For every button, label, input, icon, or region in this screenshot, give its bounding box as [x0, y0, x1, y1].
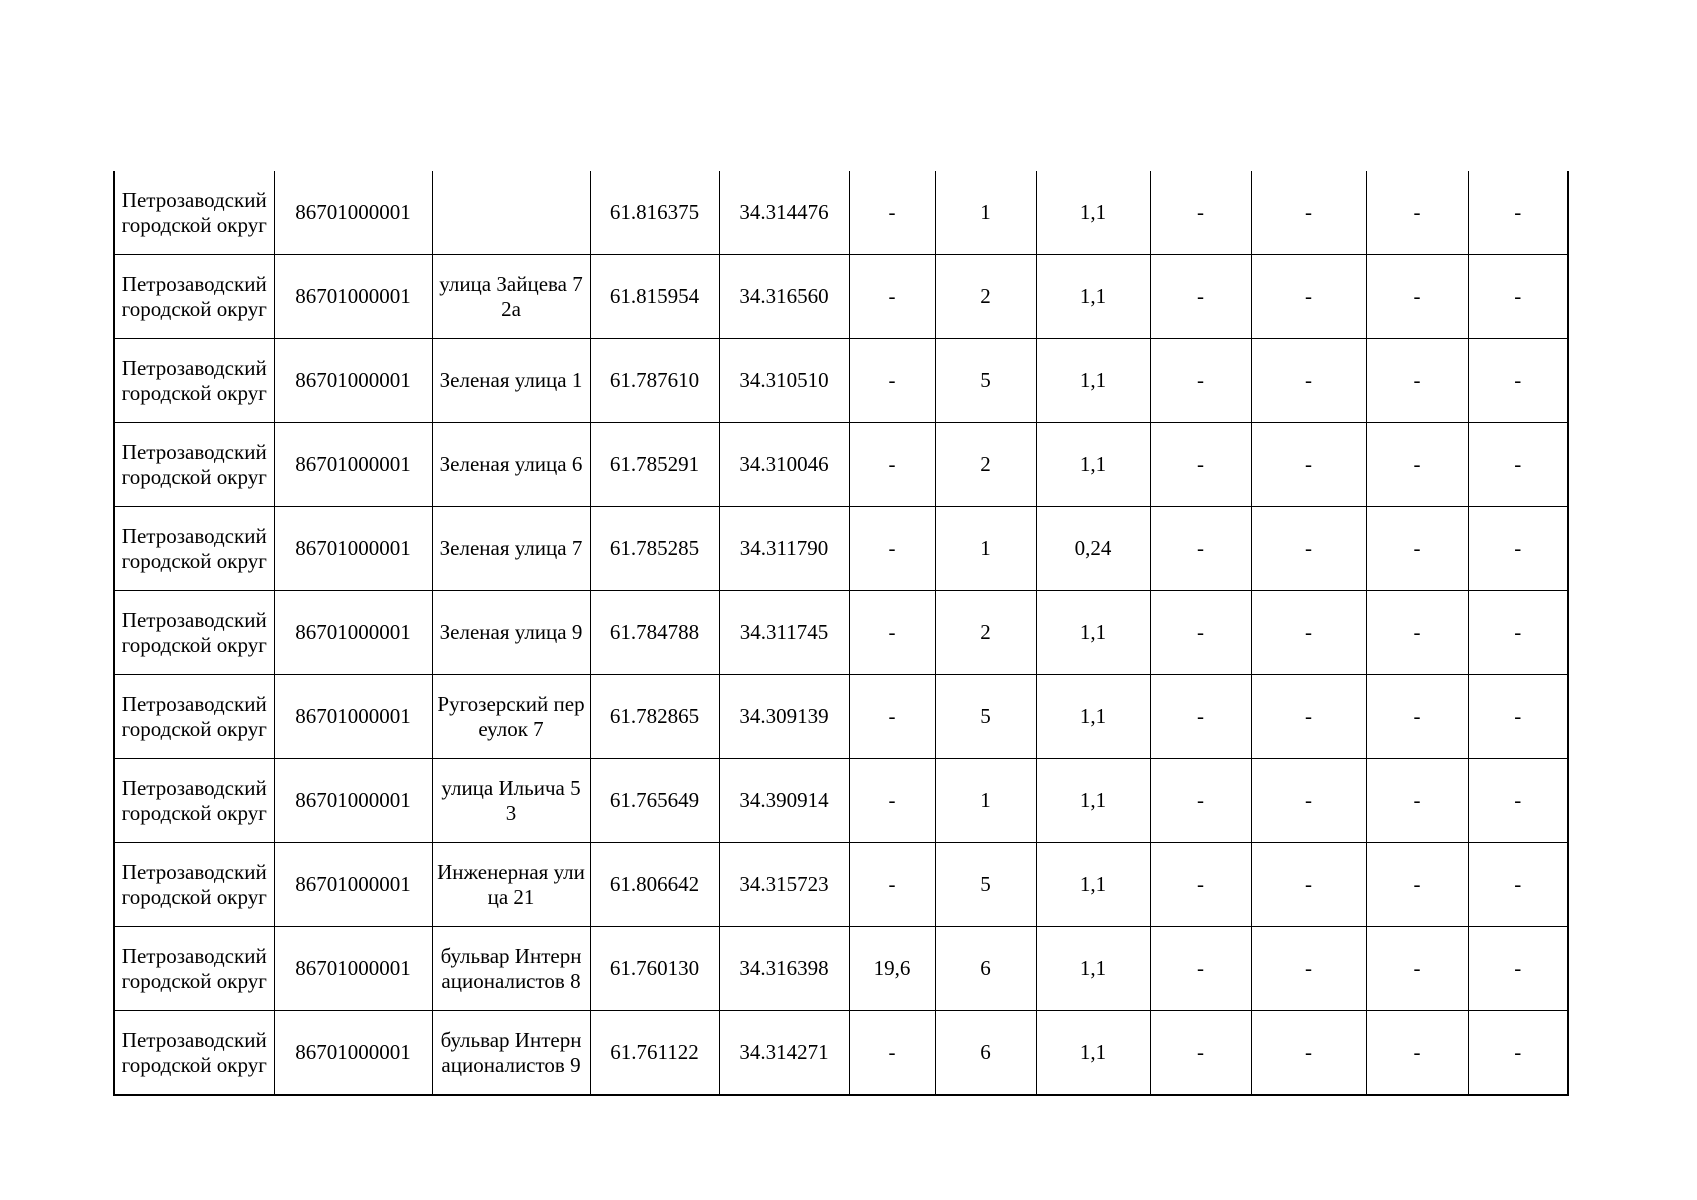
oktmo-code-cell: [274, 843, 432, 927]
area-cell: [849, 927, 935, 1011]
value-cell-9-text: -: [1197, 368, 1204, 392]
municipality-cell: [114, 255, 274, 339]
value-cell-10-text: -: [1305, 704, 1312, 728]
value-cell-9-text: -: [1197, 620, 1204, 644]
oktmo-code-cell: [274, 255, 432, 339]
latitude-cell-text: 61.765649: [609, 788, 700, 812]
address-cell: [432, 255, 590, 339]
container-count-cell-text: 5: [980, 704, 991, 728]
longitude-cell-text: 34.316560: [739, 284, 829, 308]
container-count-cell-text: 1: [980, 536, 991, 560]
container-count-cell: [935, 927, 1036, 1011]
value-cell-9-text: -: [1197, 536, 1204, 560]
municipality-cell-text: Петрозаводский городской округ: [121, 943, 267, 993]
container-count-cell: [935, 759, 1036, 843]
container-count-cell: [935, 1011, 1036, 1096]
value-cell-10-text: -: [1305, 200, 1312, 224]
value-cell-10-text: -: [1305, 536, 1312, 560]
container-volume-cell-text: 1,1: [1079, 872, 1107, 896]
value-cell-9: [1150, 759, 1251, 843]
value-cell-9-text: -: [1197, 872, 1204, 896]
longitude-cell: [719, 843, 849, 927]
latitude-cell-text: 61.784788: [609, 620, 700, 644]
table-row: [114, 927, 1568, 1011]
container-count-cell: [935, 591, 1036, 675]
oktmo-code-cell-text: 86701000001: [295, 284, 411, 308]
municipality-cell-text: Петрозаводский городской округ: [121, 271, 267, 321]
area-cell: [849, 171, 935, 255]
container-volume-cell-text: 1,1: [1079, 788, 1107, 812]
value-cell-10: [1251, 171, 1366, 255]
municipality-cell: [114, 1011, 274, 1096]
area-cell-text: -: [888, 620, 896, 644]
value-cell-10-text: -: [1305, 788, 1312, 812]
longitude-cell-text: 34.315723: [739, 872, 829, 896]
value-cell-11-text: -: [1413, 536, 1421, 560]
area-cell: [849, 339, 935, 423]
address-cell: [432, 591, 590, 675]
longitude-cell: [719, 675, 849, 759]
address-cell: [432, 759, 590, 843]
value-cell-12-text: -: [1514, 200, 1522, 224]
value-cell-10-text: -: [1305, 368, 1312, 392]
value-cell-9: [1150, 675, 1251, 759]
address-cell-text: Зеленая улица 1: [439, 368, 583, 392]
value-cell-9: [1150, 927, 1251, 1011]
container-volume-cell-text: 1,1: [1079, 620, 1107, 644]
municipality-cell-text: Петрозаводский городской округ: [121, 607, 267, 657]
container-volume-cell: [1036, 843, 1150, 927]
value-cell-11: [1366, 843, 1468, 927]
container-count-cell: [935, 675, 1036, 759]
latitude-cell: [590, 927, 719, 1011]
address-cell: [432, 423, 590, 507]
container-volume-cell-text: 0,24: [1074, 536, 1112, 560]
container-volume-cell: [1036, 675, 1150, 759]
oktmo-code-cell-text: 86701000001: [295, 452, 411, 476]
area-cell-text: -: [888, 788, 896, 812]
value-cell-11-text: -: [1413, 620, 1421, 644]
value-cell-11: [1366, 507, 1468, 591]
longitude-cell-text: 34.316398: [739, 956, 829, 980]
value-cell-11-text: -: [1413, 788, 1421, 812]
table-row: [114, 339, 1568, 423]
latitude-cell: [590, 171, 719, 255]
value-cell-9-text: -: [1197, 200, 1204, 224]
container-count-cell: [935, 423, 1036, 507]
municipality-cell: [114, 927, 274, 1011]
value-cell-11: [1366, 339, 1468, 423]
oktmo-code-cell-text: 86701000001: [295, 788, 411, 812]
value-cell-9: [1150, 171, 1251, 255]
oktmo-code-cell-text: 86701000001: [295, 1040, 411, 1064]
oktmo-code-cell: [274, 507, 432, 591]
container-count-cell-text: 5: [980, 368, 991, 392]
value-cell-11-text: -: [1413, 1040, 1421, 1064]
container-volume-cell-text: 1,1: [1079, 200, 1107, 224]
address-cell: [432, 675, 590, 759]
oktmo-code-cell-text: 86701000001: [295, 956, 411, 980]
latitude-cell-text: 61.787610: [609, 368, 700, 392]
value-cell-10: [1251, 675, 1366, 759]
value-cell-12-text: -: [1514, 368, 1522, 392]
municipality-cell-text: Петрозаводский городской округ: [121, 523, 267, 573]
address-cell-text: улица Ильича 53: [441, 775, 581, 825]
latitude-cell-text: 61.816375: [609, 200, 700, 224]
value-cell-9: [1150, 1011, 1251, 1096]
value-cell-10-text: -: [1305, 1040, 1312, 1064]
container-volume-cell-text: 1,1: [1079, 452, 1107, 476]
container-volume-cell: [1036, 423, 1150, 507]
value-cell-10: [1251, 255, 1366, 339]
container-count-cell-text: 5: [980, 872, 991, 896]
latitude-cell-text: 61.806642: [609, 872, 700, 896]
longitude-cell: [719, 255, 849, 339]
address-cell-text: Зеленая улица 9: [439, 620, 583, 644]
oktmo-code-cell: [274, 423, 432, 507]
municipality-cell: [114, 507, 274, 591]
container-volume-cell: [1036, 507, 1150, 591]
area-cell: [849, 423, 935, 507]
value-cell-12-text: -: [1514, 956, 1522, 980]
container-volume-cell-text: 1,1: [1079, 284, 1107, 308]
longitude-cell: [719, 927, 849, 1011]
oktmo-code-cell-text: 86701000001: [295, 872, 411, 896]
waste-site-registry-table: [113, 171, 1569, 1096]
longitude-cell-text: 34.310046: [739, 452, 829, 476]
value-cell-12: [1468, 591, 1568, 675]
value-cell-9-text: -: [1197, 704, 1204, 728]
value-cell-9: [1150, 591, 1251, 675]
value-cell-12: [1468, 339, 1568, 423]
value-cell-11-text: -: [1413, 452, 1421, 476]
area-cell: [849, 1011, 935, 1096]
address-cell: [432, 171, 590, 255]
table-row: [114, 759, 1568, 843]
value-cell-11-text: -: [1413, 368, 1421, 392]
value-cell-12: [1468, 423, 1568, 507]
table-row: [114, 1011, 1568, 1096]
area-cell: [849, 507, 935, 591]
container-volume-cell: [1036, 255, 1150, 339]
municipality-cell-text: Петрозаводский городской округ: [121, 1027, 267, 1077]
value-cell-12: [1468, 507, 1568, 591]
latitude-cell: [590, 255, 719, 339]
oktmo-code-cell-text: 86701000001: [295, 704, 411, 728]
oktmo-code-cell: [274, 171, 432, 255]
value-cell-10: [1251, 759, 1366, 843]
container-count-cell-text: 2: [980, 620, 991, 644]
address-cell: [432, 927, 590, 1011]
value-cell-10: [1251, 927, 1366, 1011]
area-cell: [849, 255, 935, 339]
value-cell-12-text: -: [1514, 620, 1522, 644]
table-row: [114, 675, 1568, 759]
container-count-cell-text: 1: [980, 200, 991, 224]
value-cell-10: [1251, 843, 1366, 927]
container-volume-cell-text: 1,1: [1079, 956, 1107, 980]
value-cell-11-text: -: [1413, 704, 1421, 728]
value-cell-11-text: -: [1413, 200, 1421, 224]
longitude-cell-text: 34.314476: [739, 200, 829, 224]
container-count-cell: [935, 171, 1036, 255]
value-cell-10-text: -: [1305, 620, 1312, 644]
municipality-cell-text: Петрозаводский городской округ: [121, 355, 267, 405]
table-row: [114, 507, 1568, 591]
value-cell-12-text: -: [1514, 704, 1522, 728]
container-count-cell: [935, 843, 1036, 927]
table-row: [114, 171, 1568, 255]
area-cell-text: 19,6: [873, 956, 911, 980]
value-cell-9-text: -: [1197, 956, 1204, 980]
area-cell-text: -: [888, 200, 896, 224]
value-cell-11: [1366, 423, 1468, 507]
value-cell-12-text: -: [1514, 452, 1522, 476]
container-volume-cell: [1036, 759, 1150, 843]
oktmo-code-cell-text: 86701000001: [295, 620, 411, 644]
value-cell-9-text: -: [1197, 1040, 1204, 1064]
value-cell-11: [1366, 927, 1468, 1011]
value-cell-9: [1150, 255, 1251, 339]
municipality-cell-text: Петрозаводский городской округ: [121, 439, 267, 489]
value-cell-12: [1468, 927, 1568, 1011]
value-cell-11-text: -: [1413, 956, 1421, 980]
oktmo-code-cell: [274, 591, 432, 675]
value-cell-12-text: -: [1514, 536, 1522, 560]
value-cell-10: [1251, 339, 1366, 423]
container-count-cell: [935, 255, 1036, 339]
latitude-cell: [590, 759, 719, 843]
container-volume-cell-text: 1,1: [1079, 368, 1107, 392]
container-count-cell: [935, 339, 1036, 423]
container-volume-cell-text: 1,1: [1079, 1040, 1107, 1064]
latitude-cell-text: 61.760130: [609, 956, 700, 980]
latitude-cell: [590, 339, 719, 423]
area-cell-text: -: [888, 1040, 896, 1064]
value-cell-10-text: -: [1305, 872, 1312, 896]
container-volume-cell: [1036, 339, 1150, 423]
address-cell: [432, 1011, 590, 1096]
longitude-cell-text: 34.314271: [739, 1040, 829, 1064]
container-count-cell-text: 1: [980, 788, 991, 812]
table-body: [114, 171, 1568, 1095]
area-cell: [849, 591, 935, 675]
municipality-cell: [114, 339, 274, 423]
value-cell-12-text: -: [1514, 1040, 1522, 1064]
container-count-cell-text: 2: [980, 284, 991, 308]
area-cell-text: -: [888, 284, 896, 308]
value-cell-12: [1468, 255, 1568, 339]
container-count-cell: [935, 507, 1036, 591]
longitude-cell: [719, 591, 849, 675]
value-cell-11-text: -: [1413, 284, 1421, 308]
oktmo-code-cell-text: 86701000001: [295, 536, 411, 560]
address-cell-text: бульвар Интернационалистов 8: [440, 943, 582, 993]
container-count-cell-text: 6: [980, 1040, 991, 1064]
municipality-cell: [114, 843, 274, 927]
value-cell-10: [1251, 423, 1366, 507]
municipality-cell-text: Петрозаводский городской округ: [121, 187, 267, 237]
latitude-cell: [590, 423, 719, 507]
latitude-cell: [590, 675, 719, 759]
longitude-cell: [719, 507, 849, 591]
container-volume-cell: [1036, 927, 1150, 1011]
value-cell-9-text: -: [1197, 284, 1204, 308]
latitude-cell: [590, 843, 719, 927]
address-cell: [432, 843, 590, 927]
address-cell: [432, 339, 590, 423]
municipality-cell: [114, 759, 274, 843]
value-cell-10: [1251, 507, 1366, 591]
longitude-cell-text: 34.311790: [739, 536, 829, 560]
value-cell-10: [1251, 1011, 1366, 1096]
value-cell-9: [1150, 339, 1251, 423]
oktmo-code-cell-text: 86701000001: [295, 368, 411, 392]
value-cell-9-text: -: [1197, 452, 1204, 476]
value-cell-10-text: -: [1305, 284, 1312, 308]
value-cell-10: [1251, 591, 1366, 675]
area-cell: [849, 759, 935, 843]
container-count-cell-text: 2: [980, 452, 991, 476]
longitude-cell: [719, 339, 849, 423]
address-cell: [432, 507, 590, 591]
oktmo-code-cell: [274, 759, 432, 843]
oktmo-code-cell: [274, 675, 432, 759]
oktmo-code-cell: [274, 339, 432, 423]
area-cell-text: -: [888, 704, 896, 728]
value-cell-11: [1366, 759, 1468, 843]
value-cell-11: [1366, 675, 1468, 759]
value-cell-12-text: -: [1514, 284, 1522, 308]
longitude-cell: [719, 759, 849, 843]
value-cell-9-text: -: [1197, 788, 1204, 812]
oktmo-code-cell: [274, 1011, 432, 1096]
area-cell-text: -: [888, 452, 896, 476]
area-cell: [849, 843, 935, 927]
address-cell-text: Ругозерский переулок 7: [437, 691, 585, 741]
municipality-cell: [114, 591, 274, 675]
address-cell-text: Зеленая улица 7: [439, 536, 583, 560]
address-cell-text: Зеленая улица 6: [439, 452, 583, 476]
latitude-cell-text: 61.785291: [609, 452, 700, 476]
value-cell-12: [1468, 675, 1568, 759]
container-count-cell-text: 6: [980, 956, 991, 980]
table-row: [114, 423, 1568, 507]
value-cell-9: [1150, 843, 1251, 927]
value-cell-11: [1366, 1011, 1468, 1096]
value-cell-12: [1468, 1011, 1568, 1096]
latitude-cell-text: 61.785285: [609, 536, 700, 560]
municipality-cell: [114, 171, 274, 255]
oktmo-code-cell: [274, 927, 432, 1011]
area-cell: [849, 675, 935, 759]
latitude-cell-text: 61.782865: [609, 704, 700, 728]
value-cell-10-text: -: [1305, 452, 1312, 476]
value-cell-12: [1468, 843, 1568, 927]
municipality-cell: [114, 675, 274, 759]
table-row: [114, 843, 1568, 927]
latitude-cell-text: 61.815954: [609, 284, 700, 308]
municipality-cell-text: Петрозаводский городской округ: [121, 859, 267, 909]
value-cell-12: [1468, 759, 1568, 843]
value-cell-11: [1366, 591, 1468, 675]
container-volume-cell-text: 1,1: [1079, 704, 1107, 728]
container-volume-cell: [1036, 171, 1150, 255]
value-cell-11: [1366, 171, 1468, 255]
municipality-cell-text: Петрозаводский городской округ: [121, 691, 267, 741]
area-cell-text: -: [888, 536, 896, 560]
address-cell-text: бульвар Интернационалистов 9: [440, 1027, 582, 1077]
longitude-cell-text: 34.390914: [739, 788, 829, 812]
table-row: [114, 255, 1568, 339]
value-cell-9: [1150, 507, 1251, 591]
municipality-cell: [114, 423, 274, 507]
oktmo-code-cell-text: 86701000001: [295, 200, 411, 224]
longitude-cell: [719, 423, 849, 507]
value-cell-10-text: -: [1305, 956, 1312, 980]
area-cell-text: -: [888, 368, 896, 392]
value-cell-9: [1150, 423, 1251, 507]
municipality-cell-text: Петрозаводский городской округ: [121, 775, 267, 825]
longitude-cell: [719, 171, 849, 255]
value-cell-12: [1468, 171, 1568, 255]
container-volume-cell: [1036, 591, 1150, 675]
latitude-cell-text: 61.761122: [610, 1040, 699, 1064]
area-cell-text: -: [888, 872, 896, 896]
value-cell-12-text: -: [1514, 872, 1522, 896]
address-cell-text: улица Зайцева 72а: [439, 271, 583, 321]
value-cell-12-text: -: [1514, 788, 1522, 812]
longitude-cell-text: 34.309139: [739, 704, 829, 728]
latitude-cell: [590, 591, 719, 675]
value-cell-11-text: -: [1413, 872, 1421, 896]
address-cell-text: Инженерная улица 21: [437, 859, 585, 909]
longitude-cell-text: 34.310510: [739, 368, 829, 392]
longitude-cell: [719, 1011, 849, 1096]
latitude-cell: [590, 507, 719, 591]
longitude-cell-text: 34.311745: [739, 620, 829, 644]
table-row: [114, 591, 1568, 675]
latitude-cell: [590, 1011, 719, 1096]
container-volume-cell: [1036, 1011, 1150, 1096]
value-cell-11: [1366, 255, 1468, 339]
